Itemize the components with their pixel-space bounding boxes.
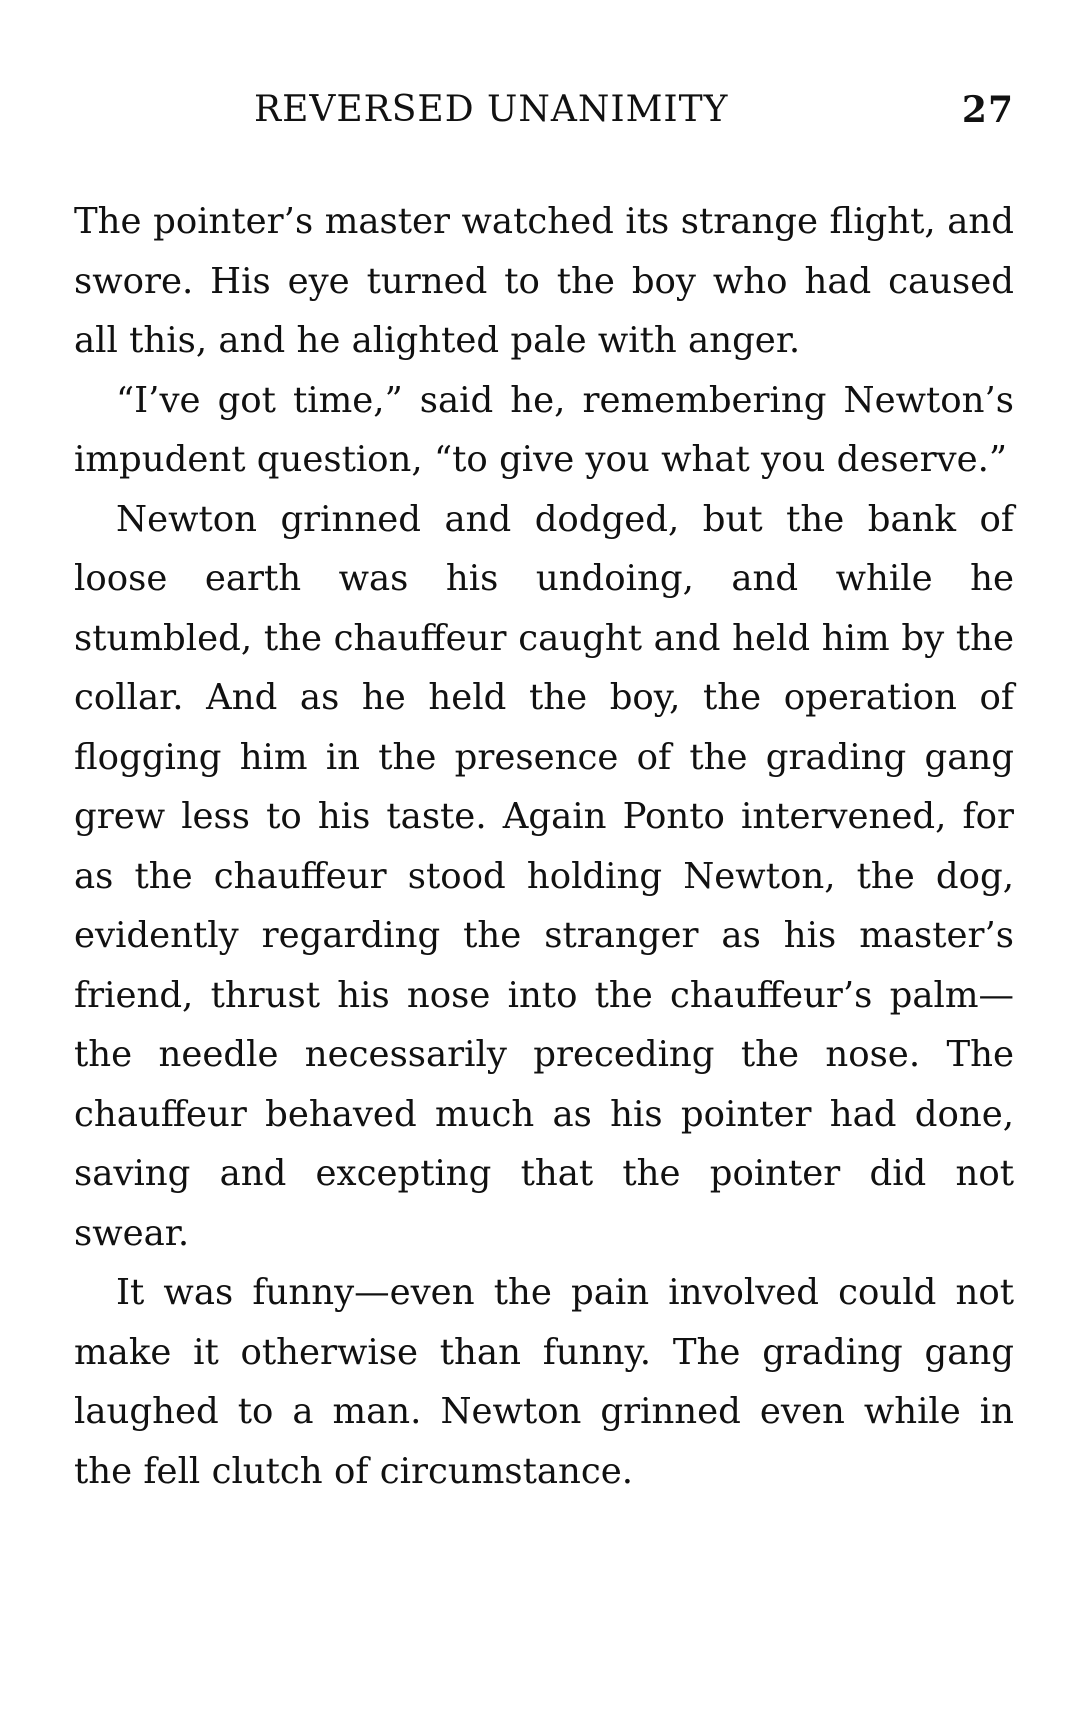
- running-head: [74, 80, 1014, 140]
- running-title: REVERSED UNANIMITY: [254, 89, 729, 130]
- paragraph-2: “I’ve got time,” said he, remembering Newton’s impudent question, “to give you what you deserve.”: [74, 379, 1014, 480]
- paragraph-4: It was funny—even the pain involved could not make it otherwise than funny. The grading gang laughed to a man. Newton grinned even while in the fell clutch of circumstance.: [74, 1272, 1014, 1492]
- paragraph-3: Newton grinned and dodged, but the bank of loose earth was his undoing, and while he stumbled, the chauffeur caught and held him by the collar. And as he held the boy, the operation of flogging him in the presence of the grading gang grew less to his taste. Again Ponto intervened, for as the chauffeur stood holding Newton, the dog, evidently regarding the stranger as his master’s friend, thrust his nose into the chauffeur’s palm—the needle necessarily preceding the nose. The chauffeur behaved much as his pointer had done, saving and excepting that the pointer did not swear.: [74, 498, 1014, 1254]
- page-number: 27: [961, 89, 1014, 131]
- body-text: [74, 192, 1014, 1501]
- paragraph-1: The pointer’s master watched its strange flight, and swore. His eye turned to the boy who had caused all this, and he alighted pale with anger.: [74, 201, 1014, 361]
- book-page: [74, 80, 1014, 1501]
